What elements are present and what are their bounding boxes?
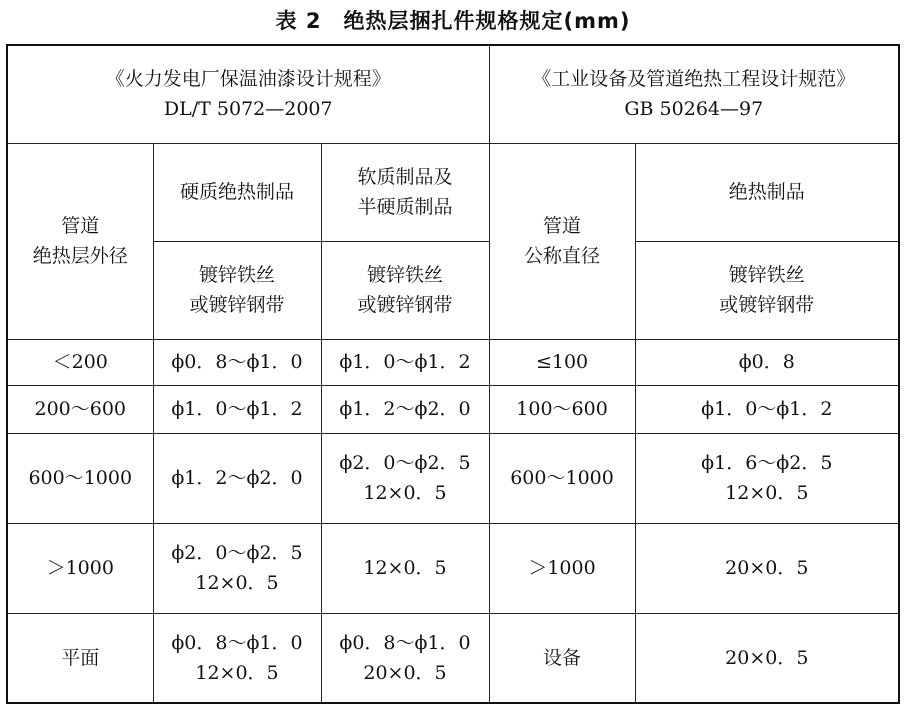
cell-outer-diameter: [7, 385, 153, 433]
cell-hard: [153, 523, 321, 613]
header-soft-products: [321, 143, 489, 241]
header-material-hard: [153, 241, 321, 339]
cell-text: ＞1000: [46, 557, 114, 579]
header-nominal-diameter-line-2: 公称直径: [524, 245, 601, 267]
cell-product: [635, 339, 899, 385]
header-nominal-diameter: [489, 143, 635, 339]
header-material-products: [635, 241, 899, 339]
table-title: 表 2 绝热层捆扎件规格规定(mm): [275, 9, 631, 33]
cell-text: ϕ1．0～ϕ1．2: [339, 351, 471, 373]
material-hard-line-2: 或镀锌钢带: [189, 294, 285, 316]
cell-soft: [321, 613, 489, 703]
cell-outer-diameter: [7, 613, 153, 703]
cell-nominal-diameter: [489, 433, 635, 523]
header-soft-products-line-1: 软质制品及: [357, 166, 453, 188]
header-hard-products-label: 硬质绝热制品: [179, 181, 294, 203]
table-row: [7, 433, 899, 523]
material-soft-line-2: 或镀锌钢带: [357, 294, 453, 316]
cell-text: 12×0．5: [195, 661, 279, 684]
binding-spec-table: [6, 44, 900, 704]
cell-text: 600～1000: [510, 467, 614, 489]
cell-soft: [321, 385, 489, 433]
header-insulation-products: [635, 143, 899, 241]
table-row: [7, 385, 899, 433]
cell-text: ϕ1．6～ϕ2．5: [701, 452, 833, 474]
cell-text: 12×0．5: [195, 572, 279, 594]
header-row-1: [7, 143, 899, 241]
header-material-soft: [321, 241, 489, 339]
material-soft-line-1: 镀锌铁丝: [367, 264, 444, 286]
cell-text: ϕ0．8: [738, 351, 795, 373]
standard-gb-code: GB 50264—97: [624, 98, 764, 121]
cell-text: 12×0．5: [363, 557, 447, 579]
standards-row: [7, 45, 899, 143]
cell-outer-diameter: [7, 339, 153, 385]
table-row: [7, 613, 899, 703]
cell-text: 12×0．5: [725, 482, 809, 504]
cell-text: ＞1000: [528, 557, 596, 579]
cell-hard: [153, 433, 321, 523]
cell-text: ϕ1．2～ϕ2．0: [339, 398, 471, 420]
standard-dl-name: 《火力发电厂保温油漆设计规程》: [105, 68, 391, 91]
cell-text: 平面: [61, 646, 100, 669]
table-row: [7, 523, 899, 613]
cell-text: 100～600: [516, 398, 608, 420]
cell-outer-diameter: [7, 433, 153, 523]
cell-soft: [321, 523, 489, 613]
cell-nominal-diameter: [489, 523, 635, 613]
cell-nominal-diameter: [489, 385, 635, 433]
header-outer-diameter-line-1: 管道: [61, 215, 100, 237]
header-soft-products-line-2: 半硬质制品: [357, 196, 453, 218]
cell-text: 20×0．5: [363, 661, 447, 684]
header-outer-diameter-line-2: 绝热层外径: [32, 245, 128, 267]
cell-soft: [321, 433, 489, 523]
cell-hard: [153, 385, 321, 433]
cell-text: 600～1000: [28, 467, 133, 489]
cell-text: 20×0．5: [725, 646, 809, 669]
cell-nominal-diameter: [489, 613, 635, 703]
cell-text: 200～600: [34, 398, 127, 420]
cell-text: ϕ0．8～ϕ1．0: [339, 631, 471, 654]
standard-dl-code: DL/T 5072—2007: [163, 98, 333, 121]
cell-text: ϕ2．0～ϕ2．5: [339, 452, 471, 474]
cell-product: [635, 433, 899, 523]
cell-text: 设备: [543, 646, 582, 669]
standard-gb-cell: [489, 45, 899, 143]
cell-text: ϕ1．0～ϕ1．2: [701, 398, 833, 420]
cell-product: [635, 613, 899, 703]
cell-outer-diameter: [7, 523, 153, 613]
cell-soft: [321, 339, 489, 385]
cell-text: ϕ0．8～ϕ1．0: [171, 351, 303, 373]
material-hard-line-1: 镀锌铁丝: [198, 264, 275, 286]
cell-text: ≤100: [535, 351, 589, 373]
cell-text: ϕ0．8～ϕ1．0: [171, 631, 303, 654]
material-products-line-1: 镀锌铁丝: [728, 264, 805, 286]
cell-text: ϕ1．0～ϕ1．2: [171, 398, 303, 420]
header-nominal-diameter-line-1: 管道: [543, 215, 582, 237]
cell-text: ϕ2．0～ϕ2．5: [171, 542, 303, 564]
cell-text: ＜200: [52, 351, 108, 373]
cell-text: 12×0．5: [363, 482, 447, 504]
header-insulation-products-label: 绝热制品: [728, 181, 805, 203]
cell-product: [635, 385, 899, 433]
header-outer-diameter: [7, 143, 153, 339]
cell-text: 20×0．5: [725, 557, 809, 579]
cell-hard: [153, 339, 321, 385]
material-products-line-2: 或镀锌钢带: [719, 294, 815, 316]
cell-product: [635, 523, 899, 613]
header-hard-products: [153, 143, 321, 241]
cell-nominal-diameter: [489, 339, 635, 385]
standard-dl-cell: [7, 45, 489, 143]
table-row: [7, 339, 899, 385]
cell-hard: [153, 613, 321, 703]
cell-text: ϕ1．2～ϕ2．0: [171, 467, 303, 489]
standard-gb-name: 《工业设备及管道绝热工程设计规范》: [532, 68, 856, 91]
